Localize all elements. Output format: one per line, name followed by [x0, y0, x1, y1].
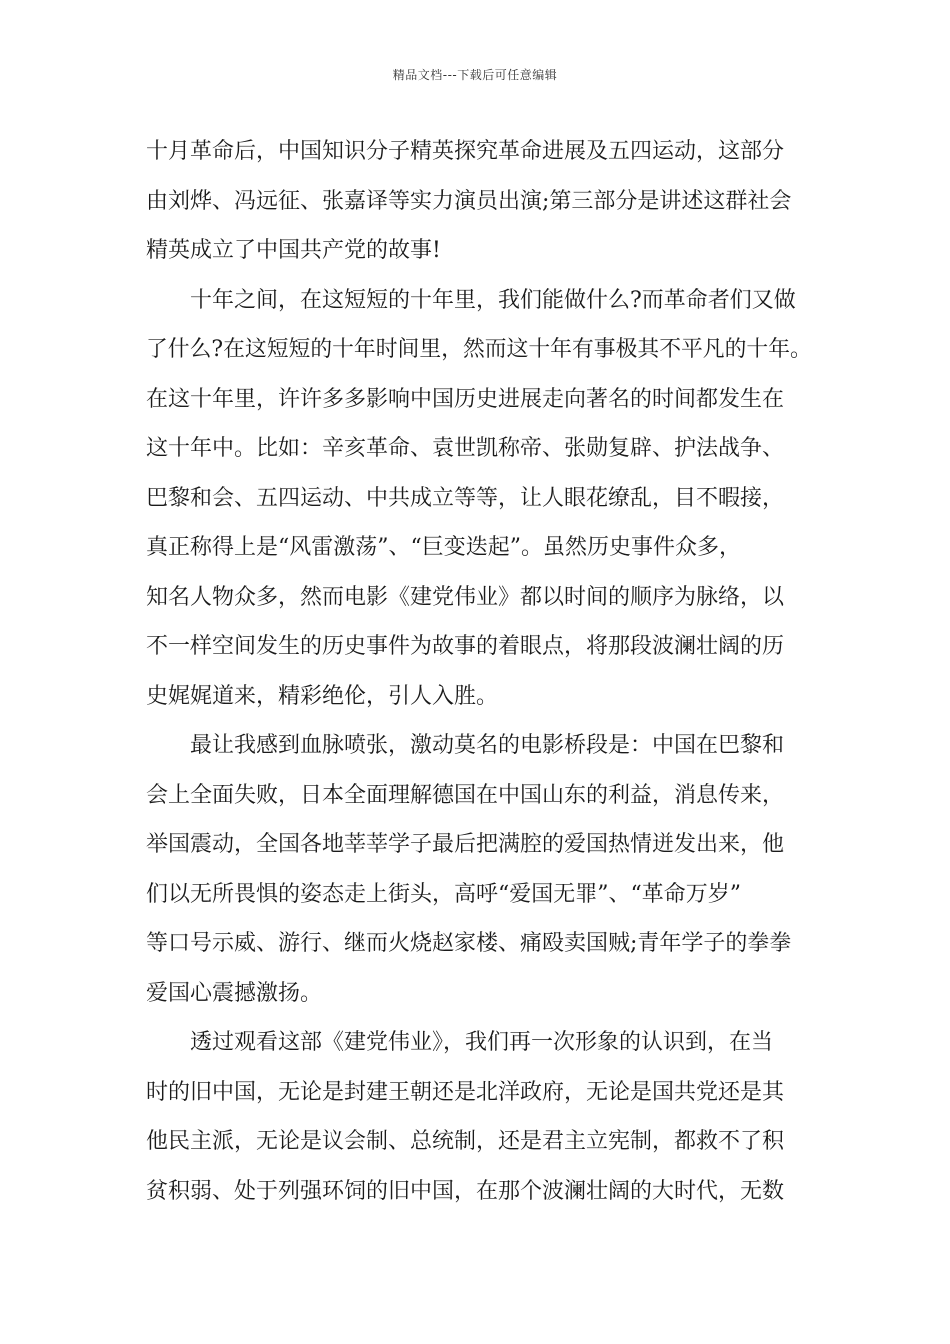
text-line: 由刘烨、冯远征、张嘉译等实力演员出演;第三部分是讲述这群社会 [146, 188, 792, 214]
text-line: 精英成立了中国共产党的故事! [146, 238, 441, 263]
text-line: 透过观看这部《建党伟业》，我们再一次形象的认识到，在当 [146, 1030, 774, 1055]
text-line: 贫积弱、处于列强环饲的旧中国，在那个波澜壮阔的大时代，无数 [146, 1178, 785, 1204]
text-line: 史娓娓道来，精彩绝伦，引人入胜。 [146, 683, 499, 709]
text-line: 这十年中。比如：辛亥革命、袁世凯称帝、张勋复辟、护法战争、 [146, 436, 785, 461]
text-line: 举国震动，全国各地莘莘学子最后把满腔的爱国热情迸发出来，他 [146, 832, 785, 857]
text-line: 最让我感到血脉喷张，激动莫名的电影桥段是：中国在巴黎和 [146, 733, 785, 758]
text-line: 他民主派，无论是议会制、总统制，还是君主立宪制，都救不了积 [146, 1129, 785, 1154]
text-line: 时的旧中国，无论是封建王朝还是北洋政府，无论是国共党还是其 [146, 1079, 785, 1105]
text-line: 不一样空间发生的历史事件为故事的着眼点，将那段波澜壮阔的历 [146, 634, 785, 659]
text-line: 十月革命后，中国知识分子精英探究革命进展及五四运动，这部分 [146, 139, 785, 164]
text-line: 在这十年里，许许多多影响中国历史进展走向著名的时间都发生在 [146, 386, 785, 412]
text-line: 巴黎和会、五四运动、中共成立等等，让人眼花缭乱，目不暇接， [146, 485, 785, 511]
text-line: 知名人物众多，然而电影《建党伟业》都以时间的顺序为脉络，以 [146, 584, 785, 610]
page-header: 精品文档---下载后可任意编辑 [392, 68, 558, 82]
text-line: 真正称得上是“风雷激荡”、“巨变迭起”。虽然历史事件众多， [146, 535, 741, 560]
text-line: 爱国心震撼激扬。 [146, 980, 323, 1006]
text-line: 们以无所畏惧的姿态走上街头，高呼“爱国无罪”、“革命万岁” [146, 881, 741, 907]
text-line: 等口号示威、游行、继而火烧赵家楼、痛殴卖国贼;青年学子的拳拳 [146, 931, 792, 956]
document-body [146, 127, 812, 1216]
text-line: 十年之间，在这短短的十年里，我们能做什么?而革命者们又做 [146, 287, 796, 313]
text-line: 了什么?在这短短的十年时间里，然而这十年有事极其不平凡的十年。 [146, 337, 812, 362]
text-line: 会上全面失败，日本全面理解德国在中国山东的利益，消息传来， [146, 782, 785, 808]
